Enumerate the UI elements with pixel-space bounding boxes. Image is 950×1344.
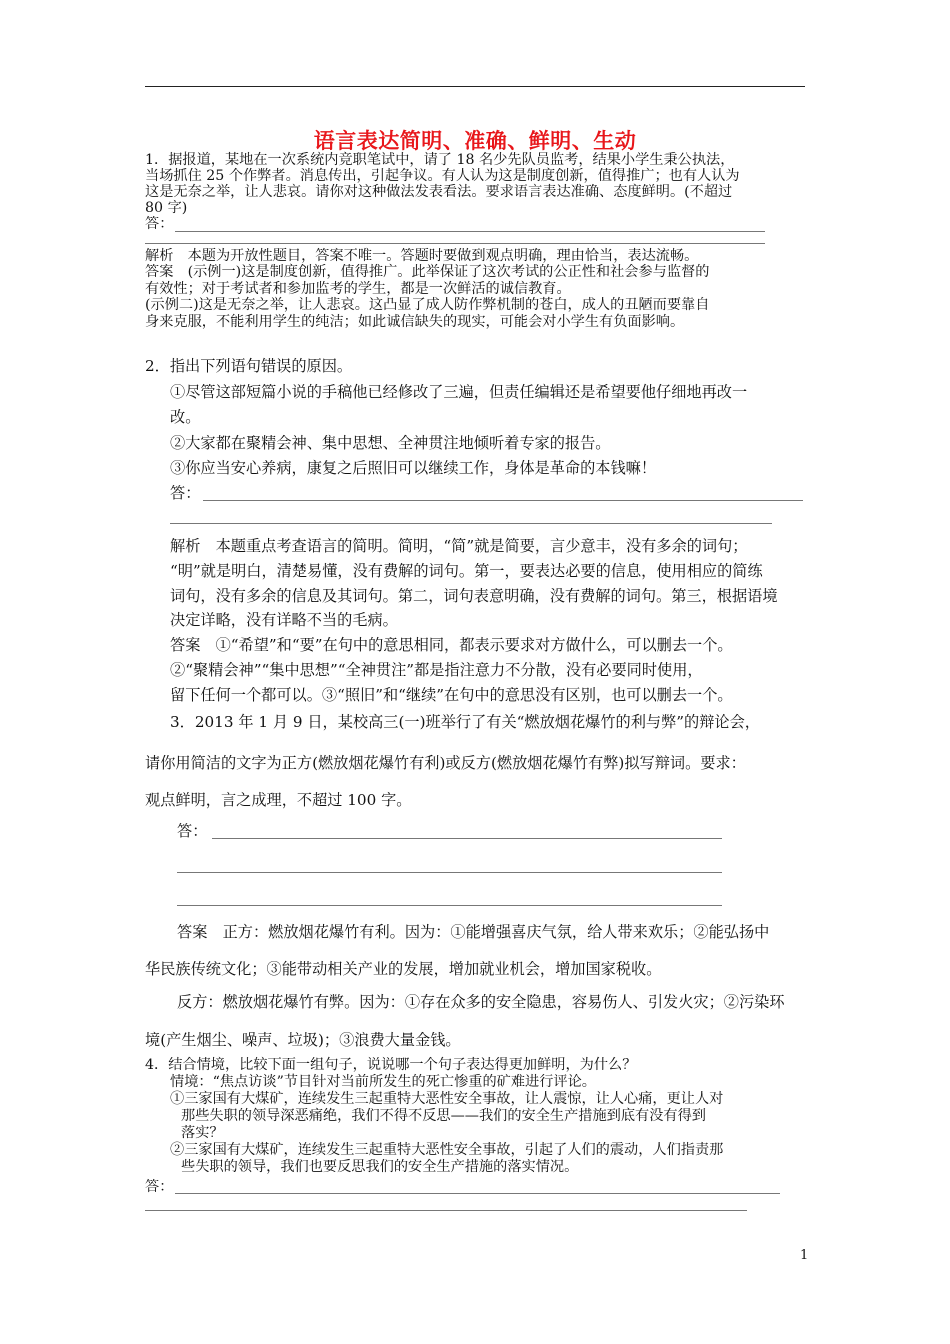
q2-line: ②大家都在聚精会神、集中思想、全神贯注地倾听着专家的报告。 — [170, 434, 611, 452]
q2-analysis-line: 解析 本题重点考查语言的简明。简明，“简”就是简要，言少意丰，没有多余的词句； — [170, 537, 748, 555]
q2-answer-label: 答： — [170, 484, 201, 502]
q1-analysis-line: 答案 (示例一)这是制度创新，值得推广。此举保证了这次考试的公正性和社会参与监督的 — [145, 264, 710, 280]
q3-answer-text: 答案 正方：燃放烟花爆竹有利。因为：①能增强喜庆气氛，给人带来欢乐；②能弘扬中 — [177, 923, 770, 941]
q3-line: 请你用简洁的文字为正方(燃放烟花爆竹有利)或反方(燃放烟花爆竹有弊)拟写辩词。要求： — [145, 754, 746, 772]
q1-line: 这是无奈之举，让人悲哀。请你对这种做法发表看法。要求语言表达准确、态度鲜明。(不超过 — [145, 184, 733, 200]
q1-line: 当场抓住 25 个作弊者。消息传出，引起争议。有人认为这是制度创新，值得推广；也有人认为 — [145, 168, 740, 184]
q2-answer-text: ②“聚精会神”“集中思想”“全神贯注”都是指注意力不分散，没有必要同时使用， — [170, 661, 703, 679]
q1-analysis-line: (示例二)这是无奈之举，让人悲哀。这凸显了成人防作弊机制的苍白，成人的丑陋而要靠自 — [145, 297, 710, 313]
q4-line: 那些失职的领导深恶痛绝，我们不得不反思——我们的安全生产措施到底有没有得到 — [181, 1108, 706, 1124]
q1-line: 80 字) — [145, 200, 188, 216]
q3-answer-text: 华民族传统文化；③能带动相关产业的发展，增加就业机会，增加国家税收。 — [145, 960, 662, 978]
q1-analysis-line: 身来克服，不能利用学生的纯洁；如此诚信缺失的现实，可能会对小学生有负面影响。 — [145, 314, 685, 330]
q4-line: 些失职的领导，我们也要反思我们的安全生产措施的落实情况。 — [181, 1159, 579, 1175]
q3-line: 3．2013 年 1 月 9 日，某校高三(一)班举行了有关“燃放烟花爆竹的利与弊”的辩论会， — [170, 713, 760, 731]
q2-answer-text: 答案 ①“希望”和“要”在句中的意思相同，都表示要求对方做什么，可以删去一个。 — [170, 636, 733, 654]
q2-line: ③你应当安心养病，康复之后照旧可以继续工作，身体是革命的本钱嘛！ — [170, 459, 656, 477]
q3-answer-label: 答： — [177, 822, 208, 840]
q2-line: 2．指出下列语句错误的原因。 — [145, 357, 353, 375]
q4-line: 4．结合情境，比较下面一组句子，说说哪一个句子表达得更加鲜明，为什么？ — [145, 1057, 637, 1073]
q2-analysis-line: 决定详略，没有详略不当的毛病。 — [170, 611, 398, 629]
page-title: 语言表达简明、准确、鲜明、生动 — [313, 128, 637, 153]
q2-answer-line[interactable] — [170, 523, 772, 524]
q4-answer-label: 答： — [145, 1179, 174, 1195]
q1-answer-line[interactable] — [145, 243, 765, 244]
q3-answer-line[interactable] — [212, 838, 722, 839]
q4-answer-line[interactable] — [175, 1193, 780, 1194]
q1-analysis-line: 有效性；对于考试者和参加监考的学生，都是一次鲜活的诚信教育。 — [145, 281, 571, 297]
q2-answer-text: 留下任何一个都可以。③“照旧”和“继续”在句中的意思没有区别，也可以删去一个。 — [170, 686, 733, 704]
q3-line: 观点鲜明，言之成理，不超过 100 字。 — [145, 791, 412, 809]
q1-answer-label: 答： — [145, 216, 174, 232]
q3-answer-text: 反方：燃放烟花爆竹有弊。因为：①存在众多的安全隐患，容易伤人、引发火灾；②污染环 — [177, 993, 785, 1011]
q4-line: 情境：“焦点访谈”节目针对当前所发生的死亡惨重的矿难进行评论。 — [170, 1074, 596, 1090]
q2-analysis-line: “明”就是明白，清楚易懂，没有费解的词句。第一，要表达必要的信息，使用相应的简练 — [170, 562, 763, 580]
q2-line: ①尽管这部短篇小说的手稿他已经修改了三遍，但责任编辑还是希望要他仔细地再改一 — [170, 383, 748, 401]
page-number: 1 — [800, 1248, 809, 1263]
top-rule — [145, 86, 805, 87]
q3-answer-line[interactable] — [177, 905, 722, 906]
q2-analysis-line: 词句，没有多余的信息及其词句。第二，词句表意明确，没有费解的词句。第三，根据语境 — [170, 587, 778, 605]
q3-answer-text: 境(产生烟尘、噪声、垃圾)；③浪费大量金钱。 — [145, 1031, 461, 1049]
q3-answer-line[interactable] — [177, 872, 722, 873]
q2-line: 改。 — [170, 408, 201, 426]
q1-answer-line[interactable] — [175, 231, 765, 232]
q4-line: ②三家国有大煤矿，连续发生三起重特大恶性安全事故，引起了人们的震动，人们指责那 — [170, 1142, 724, 1158]
q4-line: 落实？ — [181, 1125, 224, 1141]
q4-line: ①三家国有大煤矿，连续发生三起重特大恶性安全事故，让人震惊，让人心痛，更让人对 — [170, 1091, 724, 1107]
q4-answer-line[interactable] — [145, 1210, 747, 1211]
q1-analysis-line: 解析 本题为开放性题目，答案不唯一。答题时要做到观点明确，理由恰当，表达流畅。 — [145, 248, 699, 264]
q2-answer-line[interactable] — [203, 500, 803, 501]
q1-line: 1．据报道，某地在一次系统内竞职笔试中，请了 18 名少先队员监考，结果小学生秉公执法， — [145, 152, 735, 168]
